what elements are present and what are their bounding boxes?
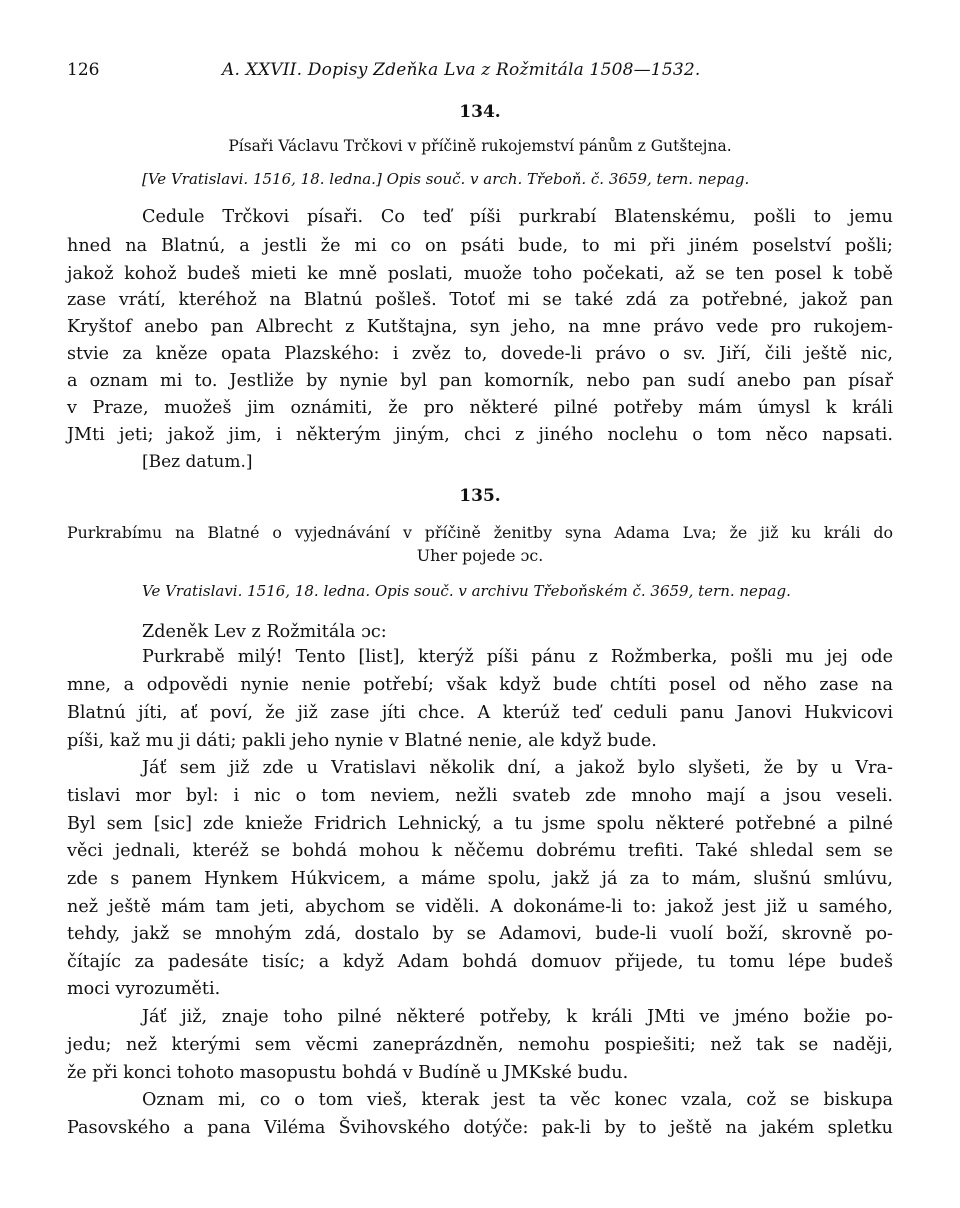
body-line: Blatnú jíti, ať poví, že již zase jíti chce. A kterúž teď ceduli panu Janovi Hukvicovi: [67, 703, 893, 723]
body-line: hned na Blatnú, a jestli že mi co on psáti bude, to mi při jiném poselství pošli;: [67, 236, 893, 256]
body-line: moci vyrozuměti.: [67, 979, 221, 999]
body-line: než ještě mám tam jeti, abychom se viděli. A dokonáme-li to: jakož jest již u samého,: [67, 897, 893, 917]
body-line: stvie za kněze opata Plazského: i zvěz to, dovede-li právo o sv. Jiří, čili ještě nic,: [67, 344, 893, 364]
letter-number: 135.: [459, 486, 501, 506]
letter-heading-continued: Uher pojede ɔc.: [416, 546, 544, 565]
body-line: čítajíc za padesáte tisíc; a když Adam bohdá domuov přijede, tu tomu lépe budeš: [67, 952, 893, 972]
body-line: Kryštof anebo pan Albrecht z Kutštajna, syn jeho, na mne právo vede pro rukojem-: [67, 317, 893, 337]
body-line: jedu; než kterými sem věcmi zaneprázdněn, nemohu pospiešiti; než tak se naději,: [67, 1035, 893, 1055]
body-line: zde s panem Hynkem Húkvicem, a máme spolu, jakž já za to mám, slušnú smlúvu,: [67, 869, 893, 889]
body-line: Byl sem [sic] zde knieže Fridrich Lehnický, a tu jsme spolu některé potřebné a pilné: [67, 814, 893, 834]
body-line: tehdy, jakž se mnohým zdá, dostalo by se Adamovi, bude-li vuolí boží, skrovně po-: [67, 924, 893, 944]
body-line: píši, kaž mu ji dáti; pakli jeho nynie v Blatné nenie, ale když bude.: [67, 731, 657, 751]
letter-number: 134.: [459, 102, 501, 122]
body-line: Cedule Trčkovi písaři. Co teď píši purkrabí Blatenskému, pošli to jemu: [142, 207, 893, 227]
letter-heading: Písaři Václavu Trčkovi v příčině rukojemství pánům z Gutštejna.: [228, 137, 732, 155]
body-line: Jáť sem již zde u Vratislavi několik dní, a jakož bylo slyšeti, že by u Vra-: [142, 758, 893, 778]
body-line: jakož kohož budeš mieti ke mně poslati, muože toho počekati, až se ten posel k tobě: [67, 264, 893, 284]
body-line: Purkrabě milý! Tento [list], kterýž píši pánu z Rožmberka, pošli mu jej ode: [142, 647, 893, 667]
body-line: tislavi mor byl: i nic o tom neviem, nežli svateb zde mnoho mají a jsou veseli.: [67, 786, 893, 806]
body-line: Pasovského a pana Viléma Švihovského dotýče: pak-li by to ještě na jakém spletku: [67, 1118, 893, 1138]
letter-heading: Purkrabímu na Blatné o vyjednávání v příčině ženitby syna Adama Lva; že již ku králi do: [67, 523, 893, 542]
body-line: a oznam mi to. Jestliže by nynie byl pan komorník, nebo pan sudí anebo pan písař: [67, 371, 893, 391]
body-line: že při konci tohoto masopustu bohdá v Budíně u JMKské budu.: [67, 1063, 629, 1083]
body-line: mne, a odpovědi nynie nenie potřebí; však když bude chtíti posel od něho zase na: [67, 675, 893, 695]
body-line: zase vrátí, kteréhož na Blatnú pošleš. Totoť mi se také zdá za potřebné, jakož pan: [67, 290, 893, 310]
running-title: A. XXVII. Dopisy Zdeňka Lva z Rožmitála 1508—1532.: [222, 60, 701, 80]
body-line: Jáť již, znaje toho pilné některé potřeby, k králi JMti ve jméno božie po-: [142, 1007, 893, 1027]
body-line: v Praze, muožeš jim oznámiti, že pro některé pilné potřeby mám úmysl k králi: [67, 398, 893, 418]
body-line: JMti jeti; jakož jim, i některým jiným, chci z jiného noclehu o tom něco napsati.: [67, 425, 893, 445]
body-line: věci jednali, kteréž se bohdá mohou k něčemu dobrému trefiti. Také shledal sem se: [67, 841, 893, 861]
letter-source: Ve Vratislavi. 1516, 18. ledna. Opis souč. v archivu Třeboňském č. 3659, tern. nepag.: [142, 582, 791, 600]
letter-source: [Ve Vratislavi. 1516, 18. ledna.] Opis souč. v arch. Třeboň. č. 3659, tern. nepag.: [142, 170, 750, 188]
page-number: 126: [67, 60, 100, 80]
letter-closing: [Bez datum.]: [142, 452, 253, 472]
letter-salutation: Zdeněk Lev z Rožmitála ɔc:: [142, 622, 387, 642]
body-line: Oznam mi, co o tom vieš, kterak jest ta věc konec vzala, což se biskupa: [142, 1090, 893, 1110]
